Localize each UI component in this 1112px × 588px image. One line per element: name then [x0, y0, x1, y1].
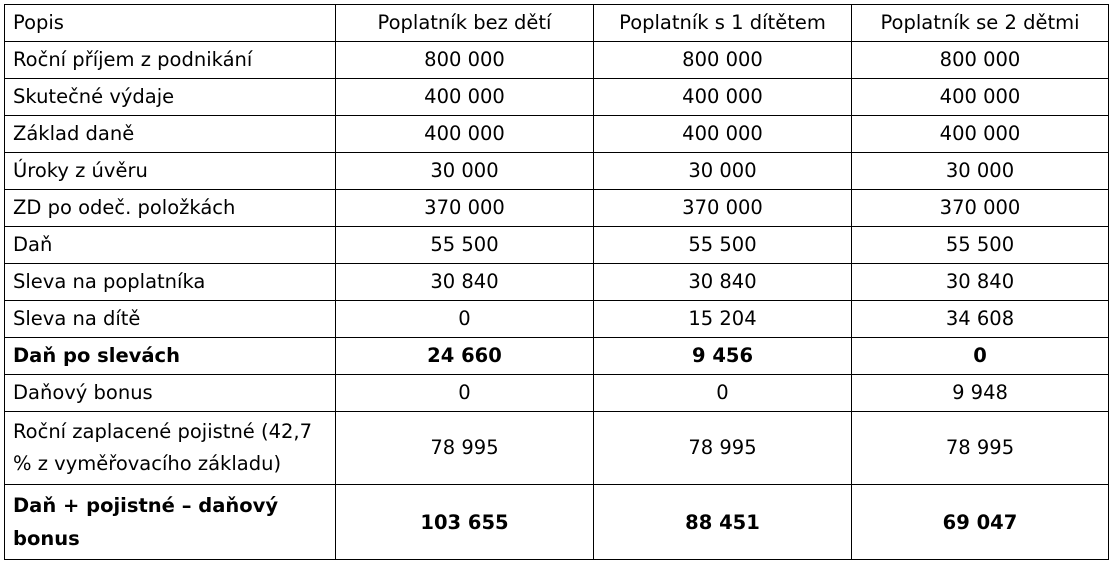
row-value: 34 608: [852, 301, 1109, 338]
row-value: 0: [336, 301, 594, 338]
row-value: 30 840: [852, 264, 1109, 301]
row-value: 69 047: [852, 485, 1109, 560]
row-value: 800 000: [594, 42, 852, 79]
table-row: [5, 42, 1109, 79]
row-label: Sleva na dítě: [5, 301, 336, 338]
row-value: 370 000: [852, 190, 1109, 227]
table-body: [5, 42, 1109, 560]
row-value: 78 995: [852, 412, 1109, 485]
table-row: [5, 79, 1109, 116]
row-value: 55 500: [336, 227, 594, 264]
row-label: Úroky z úvěru: [5, 153, 336, 190]
table-row: [5, 190, 1109, 227]
row-value: 800 000: [336, 42, 594, 79]
row-value: 15 204: [594, 301, 852, 338]
row-value: 400 000: [594, 116, 852, 153]
row-value: 88 451: [594, 485, 852, 560]
row-value: 55 500: [852, 227, 1109, 264]
row-label: Sleva na poplatníka: [5, 264, 336, 301]
row-label: Základ daně: [5, 116, 336, 153]
row-value: 30 000: [336, 153, 594, 190]
row-value: 24 660: [336, 338, 594, 375]
table-row: [5, 116, 1109, 153]
row-value: 400 000: [336, 116, 594, 153]
header-cell-two-children: Poplatník se 2 dětmi: [852, 5, 1109, 42]
table-row: [5, 264, 1109, 301]
row-label: Daňový bonus: [5, 375, 336, 412]
tax-comparison-table: [4, 4, 1109, 560]
row-value: 800 000: [852, 42, 1109, 79]
table-row: [5, 375, 1109, 412]
row-value: 103 655: [336, 485, 594, 560]
header-row: [5, 5, 1109, 42]
table-row: [5, 338, 1109, 375]
row-label: Roční příjem z podnikání: [5, 42, 336, 79]
row-label: Daň + pojistné – daňový bonus: [5, 485, 336, 560]
row-value: 400 000: [852, 116, 1109, 153]
table-row: [5, 153, 1109, 190]
row-value: 30 000: [852, 153, 1109, 190]
row-value: 400 000: [336, 79, 594, 116]
row-value: 78 995: [336, 412, 594, 485]
header-cell-one-child: Poplatník s 1 dítětem: [594, 5, 852, 42]
row-label: Daň: [5, 227, 336, 264]
row-label: Skutečné výdaje: [5, 79, 336, 116]
row-label: Daň po slevách: [5, 338, 336, 375]
row-value: 30 000: [594, 153, 852, 190]
row-value: 55 500: [594, 227, 852, 264]
row-value: 78 995: [594, 412, 852, 485]
row-value: 370 000: [594, 190, 852, 227]
row-value: 0: [852, 338, 1109, 375]
table-row: [5, 412, 1109, 485]
row-value: 30 840: [594, 264, 852, 301]
row-label: ZD po odeč. položkách: [5, 190, 336, 227]
row-value: 400 000: [852, 79, 1109, 116]
row-value: 9 948: [852, 375, 1109, 412]
header-cell-no-children: Poplatník bez dětí: [336, 5, 594, 42]
row-value: 0: [594, 375, 852, 412]
row-value: 370 000: [336, 190, 594, 227]
table-row: [5, 301, 1109, 338]
row-value: 0: [336, 375, 594, 412]
row-value: 9 456: [594, 338, 852, 375]
row-value: 400 000: [594, 79, 852, 116]
row-value: 30 840: [336, 264, 594, 301]
table-row: [5, 227, 1109, 264]
table-row: [5, 485, 1109, 560]
row-label: Roční zaplacené pojistné (42,7 % z vyměřovacího základu): [5, 412, 336, 485]
header-cell-description: Popis: [5, 5, 336, 42]
